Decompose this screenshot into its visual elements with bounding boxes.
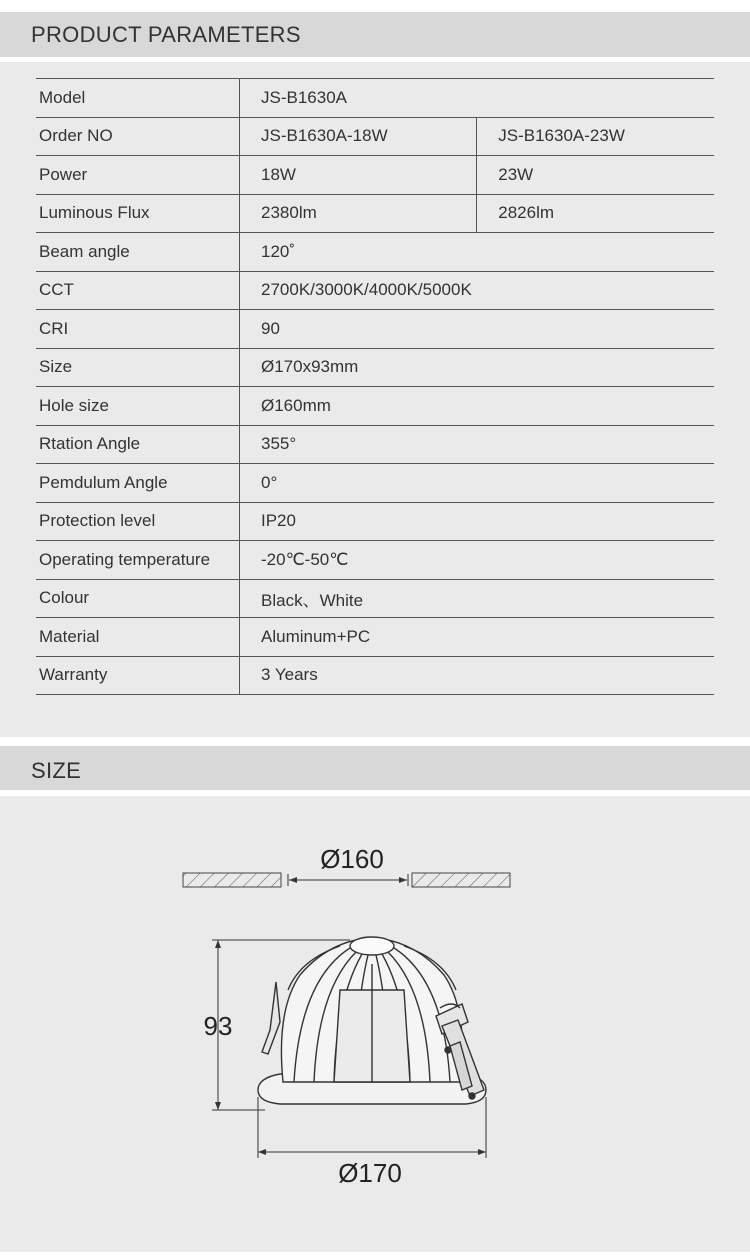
param-label: Hole size (36, 387, 240, 426)
param-value: 355° (240, 425, 715, 464)
param-value: 18W (240, 156, 477, 195)
param-row (36, 579, 714, 618)
width-dimension (258, 1097, 486, 1188)
param-value: 2380lm (240, 194, 477, 233)
param-row (36, 464, 714, 503)
param-label: Material (36, 618, 240, 657)
param-value: 0° (240, 464, 715, 503)
param-value: Black、White (240, 579, 715, 618)
hole-dimension (288, 844, 408, 886)
size-section-title: SIZE (31, 758, 82, 783)
param-value: IP20 (240, 502, 715, 541)
param-value: JS-B1630A-23W (477, 117, 714, 156)
param-value: 90 (240, 310, 715, 349)
param-label: CRI (36, 310, 240, 349)
param-row (36, 425, 714, 464)
param-label: Operating temperature (36, 541, 240, 580)
param-label: Protection level (36, 502, 240, 541)
ceiling-left-hatch (183, 873, 281, 887)
param-row (36, 502, 714, 541)
hole-dim-label: Ø160 (320, 844, 384, 874)
params-panel (0, 62, 750, 737)
param-value: 23W (477, 156, 714, 195)
param-label: Rtation Angle (36, 425, 240, 464)
param-value: 2826lm (477, 194, 714, 233)
param-label: Warranty (36, 656, 240, 695)
params-header-band (0, 12, 750, 57)
param-value: 120˚ (240, 233, 715, 272)
param-value: JS-B1630A (240, 79, 715, 118)
param-row (36, 387, 714, 426)
params-section-title: PRODUCT PARAMETERS (31, 22, 301, 47)
param-label: Colour (36, 579, 240, 618)
param-row (36, 618, 714, 657)
param-row (36, 79, 714, 118)
param-value: JS-B1630A-18W (240, 117, 477, 156)
param-label: Model (36, 79, 240, 118)
param-value: Aluminum+PC (240, 618, 715, 657)
ceiling-right-hatch (412, 873, 510, 887)
param-row (36, 541, 714, 580)
downlight-illustration (258, 937, 486, 1104)
dimension-diagram (0, 790, 750, 1250)
param-label: Luminous Flux (36, 194, 240, 233)
width-dim-label: Ø170 (338, 1158, 402, 1188)
param-label: Order NO (36, 117, 240, 156)
param-value: 3 Years (240, 656, 715, 695)
param-label: Power (36, 156, 240, 195)
param-row (36, 156, 714, 195)
param-value: Ø170x93mm (240, 348, 715, 387)
param-label: CCT (36, 271, 240, 310)
size-header-band (0, 746, 750, 790)
param-label: Beam angle (36, 233, 240, 272)
param-row (36, 194, 714, 233)
param-label: Pemdulum Angle (36, 464, 240, 503)
param-row (36, 271, 714, 310)
param-label: Size (36, 348, 240, 387)
height-dim-label: 93 (203, 1011, 233, 1041)
param-row (36, 656, 714, 695)
param-value: -20℃-50℃ (240, 541, 715, 580)
params-table (36, 78, 714, 695)
param-row (36, 117, 714, 156)
param-row (36, 233, 714, 272)
param-row (36, 310, 714, 349)
param-value: 2700K/3000K/4000K/5000K (240, 271, 715, 310)
param-value: Ø160mm (240, 387, 715, 426)
param-row (36, 348, 714, 387)
